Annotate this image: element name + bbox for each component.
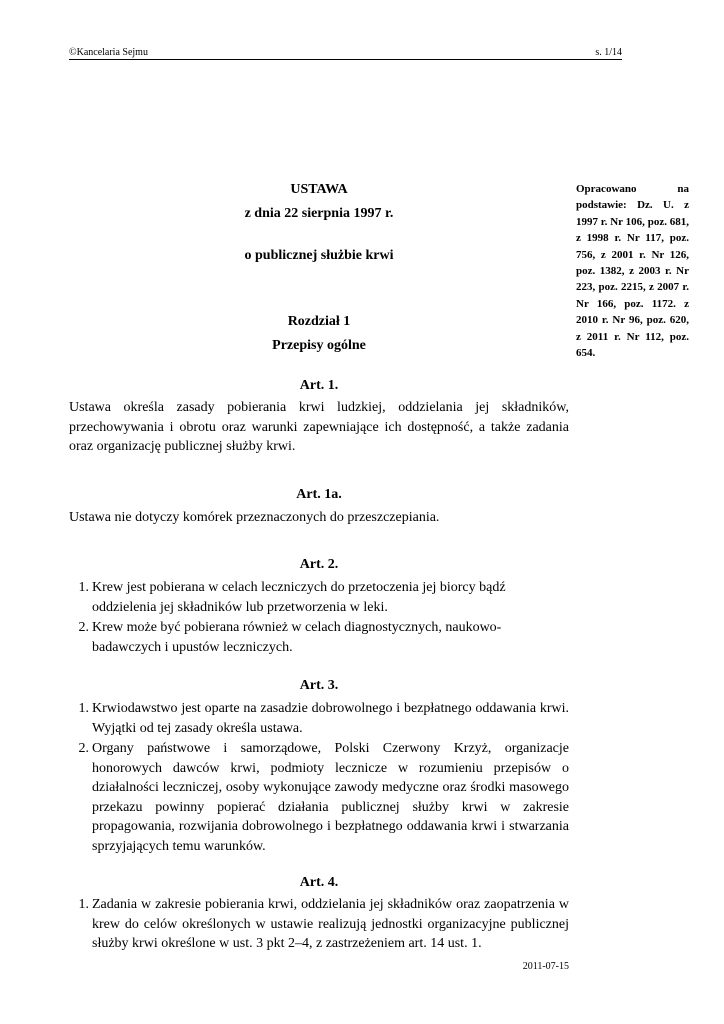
chapter-number: Rozdział 1 <box>287 314 351 329</box>
source-note: Opracowano na podstawie: Dz. U. z 1997 r. Nr 106, poz. 681, z 1998 r. Nr 117, poz. 756, z 2001 r. Nr 126, poz. 1382, z 2003 r. Nr 223, poz. 2215, z 2007 r. Nr 166, poz. 1172. z 2010 r. Nr 96, poz. 620, z 2011 r. Nr 112, poz. 654. <box>576 183 689 360</box>
article-3-items <box>69 699 569 857</box>
header-page-number: s. 1/14 <box>595 47 622 58</box>
item-text: Krew jest pobierana w celach leczniczych do przetoczenia jej biorcy bądź oddzielenia jej składników lub przetworzenia w leki. <box>92 580 506 615</box>
item-number: 1. <box>78 897 89 912</box>
header-publisher: ©Kancelaria Sejmu <box>69 47 148 58</box>
list-item <box>69 895 569 954</box>
footer-date: 2011-07-15 <box>522 961 569 972</box>
item-text: Organy państwowe i samorządowe, Polski Czerwony Krzyż, organizacje honorowych dawców krwi, podmioty lecznicze w rozumieniu przepisów o działalności leczniczej, osoby wykonujące zawody medyczne oraz środki masowego przekazu powinny popierać działania publicznej służby krwi w zakresie propagowania, rozwijania dobrowolnego i bezpłatnego oddawania krwi i stwarzania sprzyjających temu warunków. <box>92 741 569 854</box>
list-item <box>69 699 569 738</box>
article-4-items <box>69 895 569 955</box>
article-1-heading: Art. 1. <box>299 378 339 393</box>
article-1-text: Ustawa określa zasady pobierania krwi ludzkiej, oddzielania jej składników, przechowywania i obrotu oraz warunki zapewniające ich dostępność, a także zadania oraz organizację publicznej służby krwi. <box>69 400 569 454</box>
header-rule <box>69 59 622 60</box>
article-3-heading: Art. 3. <box>299 678 339 693</box>
chapter-name: Przepisy ogólne <box>272 338 366 353</box>
act-subject: o publicznej służbie krwi <box>244 248 394 263</box>
item-number: 1. <box>78 701 89 716</box>
list-item <box>69 618 569 657</box>
article-2-heading: Art. 2. <box>299 557 339 572</box>
list-item <box>69 578 569 617</box>
article-1a-heading: Art. 1a. <box>296 487 342 502</box>
item-text: Zadania w zakresie pobierania krwi, oddzielania jej składników oraz zaopatrzenia w krew do celów określonych w ustawie realizują jednostki organizacyjne publicznej służby krwi określone w ust. 3 pkt 2–4, z zastrzeżeniem art. 14 ust. 1. <box>92 897 569 951</box>
list-item <box>69 739 569 856</box>
article-2-items <box>69 578 569 658</box>
article-4-heading: Art. 4. <box>299 875 339 890</box>
item-text: Krwiodawstwo jest oparte na zasadzie dobrowolnego i bezpłatnego oddawania krwi. Wyjątki od tej zasady określa ustawa. <box>92 701 569 736</box>
item-text: Krew może być pobierana również w celach diagnostycznych, naukowo-badawczych i upustów leczniczych. <box>92 620 502 655</box>
item-number: 1. <box>78 580 89 595</box>
act-date: z dnia 22 sierpnia 1997 r. <box>244 206 394 221</box>
act-type: USTAWA <box>290 182 348 197</box>
item-number: 2. <box>78 741 89 756</box>
item-number: 2. <box>78 620 89 635</box>
article-1a-text: Ustawa nie dotyczy komórek przeznaczonych do przeszczepiania. <box>69 510 440 525</box>
